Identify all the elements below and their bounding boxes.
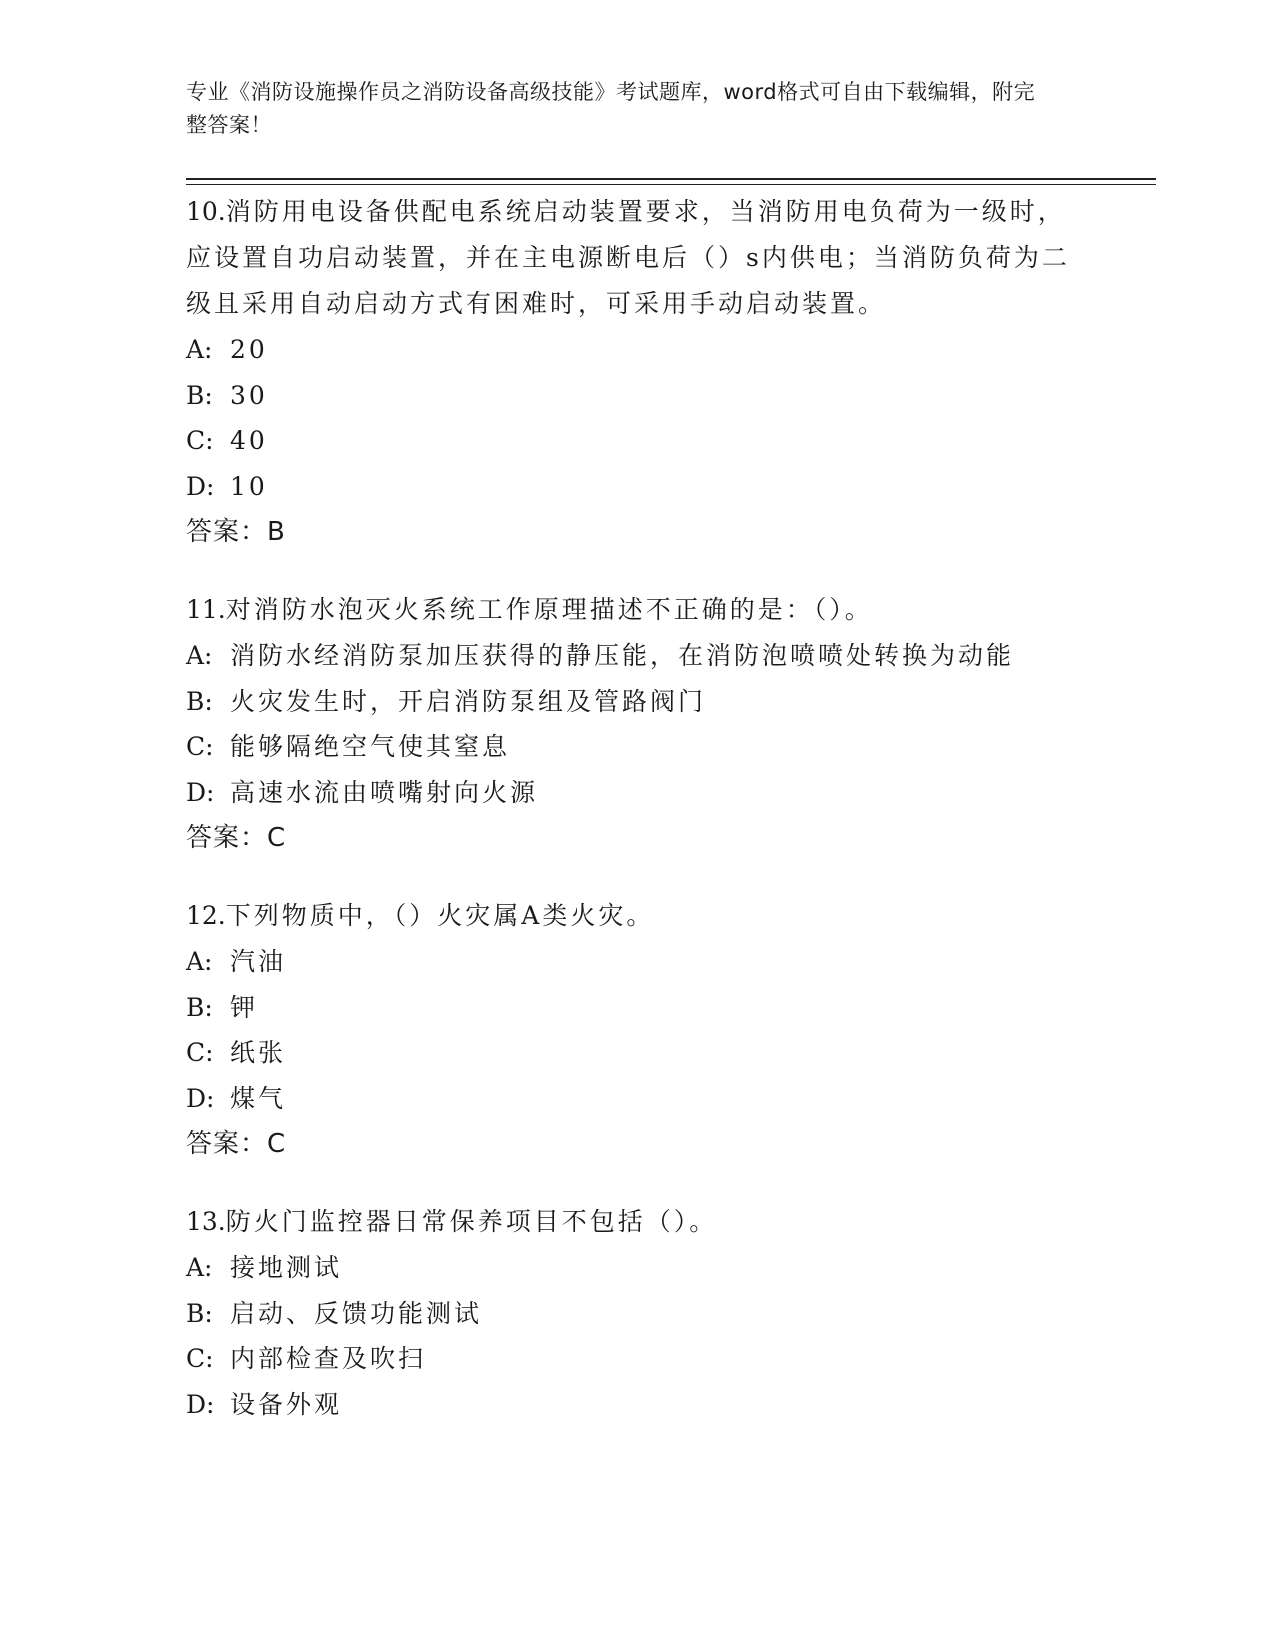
question-text xyxy=(186,893,1076,939)
question-12 xyxy=(186,893,1076,1167)
option-letter: D: xyxy=(186,1083,215,1113)
question-number: 12. xyxy=(186,901,226,930)
question-stem: 对消防水泡灭火系统工作原理描述不正确的是：（）。 xyxy=(225,595,873,624)
option-d xyxy=(186,1382,1076,1428)
question-stem: 消防用电设备供配电系统启动装置要求，当消防用电负荷为一级时，应设置自功启动装置，并在主电源断电后（）s内供电；当消防负荷为二级且采用自动启动方式有困难时，可采用手动启动装置。 xyxy=(186,197,1070,318)
header-divider-thin xyxy=(186,184,1156,185)
option-letter: B: xyxy=(186,686,213,716)
question-11 xyxy=(186,587,1076,861)
option-b xyxy=(186,985,1076,1031)
option-text: 30 xyxy=(230,380,268,410)
option-text: 高速水流由喷嘴射向火源 xyxy=(230,777,539,807)
question-text xyxy=(186,587,1076,633)
option-b xyxy=(186,679,1076,725)
option-text: 纸张 xyxy=(230,1038,287,1067)
option-c xyxy=(186,724,1076,770)
option-text: 40 xyxy=(230,426,268,455)
option-a xyxy=(186,633,1076,679)
option-letter: A: xyxy=(186,947,213,976)
question-10 xyxy=(186,189,1076,555)
option-text: 10 xyxy=(230,471,268,501)
question-stem: 下列物质中，（）火灾属A类火灾。 xyxy=(225,901,655,930)
option-text: 设备外观 xyxy=(230,1389,343,1419)
option-text: 内部检查及吹扫 xyxy=(230,1344,427,1373)
option-letter: B: xyxy=(186,992,213,1022)
option-a xyxy=(186,939,1076,985)
option-letter: C: xyxy=(186,732,214,761)
option-b xyxy=(186,373,1076,419)
option-letter: D: xyxy=(186,471,215,501)
option-letter: C: xyxy=(186,1038,214,1067)
option-a xyxy=(186,327,1076,373)
option-letter: C: xyxy=(186,1344,214,1373)
option-letter: C: xyxy=(186,426,214,455)
question-list xyxy=(186,189,1076,1459)
option-b xyxy=(186,1291,1076,1337)
option-text: 能够隔绝空气使其窒息 xyxy=(230,732,511,761)
option-c xyxy=(186,418,1076,464)
question-text xyxy=(186,1199,1076,1245)
option-d xyxy=(186,1076,1076,1122)
option-letter: A: xyxy=(186,1253,213,1282)
option-c xyxy=(186,1030,1076,1076)
document-header: 专业《消防设施操作员之消防设备高级技能》考试题库，word格式可自由下载编辑，附完整答案！ xyxy=(186,80,1036,137)
option-letter: D: xyxy=(186,777,215,807)
question-13 xyxy=(186,1199,1076,1427)
option-text: 20 xyxy=(230,335,268,364)
option-text: 汽油 xyxy=(230,947,287,976)
answer-line: 答案：C xyxy=(186,1129,287,1159)
option-text: 消防水经消防泵加压获得的静压能，在消防泡喷喷处转换为动能 xyxy=(230,641,1015,670)
option-letter: B: xyxy=(186,380,213,410)
option-c xyxy=(186,1336,1076,1382)
option-text: 火灾发生时，开启消防泵组及管路阀门 xyxy=(230,686,707,716)
header-divider-thick xyxy=(186,178,1156,180)
option-text: 接地测试 xyxy=(230,1253,343,1282)
question-stem: 防火门监控器日常保养项目不包括（）。 xyxy=(225,1207,718,1236)
question-number: 13. xyxy=(186,1207,226,1236)
option-letter: A: xyxy=(186,335,213,364)
option-letter: A: xyxy=(186,641,213,670)
option-text: 钾 xyxy=(230,992,259,1022)
question-text xyxy=(186,189,1076,327)
option-text: 启动、反馈功能测试 xyxy=(230,1298,483,1328)
question-number: 11. xyxy=(186,595,226,624)
answer-line: 答案：C xyxy=(186,823,287,853)
option-text: 煤气 xyxy=(230,1083,287,1113)
question-number: 10. xyxy=(186,197,226,226)
option-letter: D: xyxy=(186,1389,215,1419)
option-letter: B: xyxy=(186,1298,213,1328)
option-d xyxy=(186,464,1076,510)
option-d xyxy=(186,770,1076,816)
answer-line: 答案：B xyxy=(186,517,286,547)
option-a xyxy=(186,1245,1076,1291)
